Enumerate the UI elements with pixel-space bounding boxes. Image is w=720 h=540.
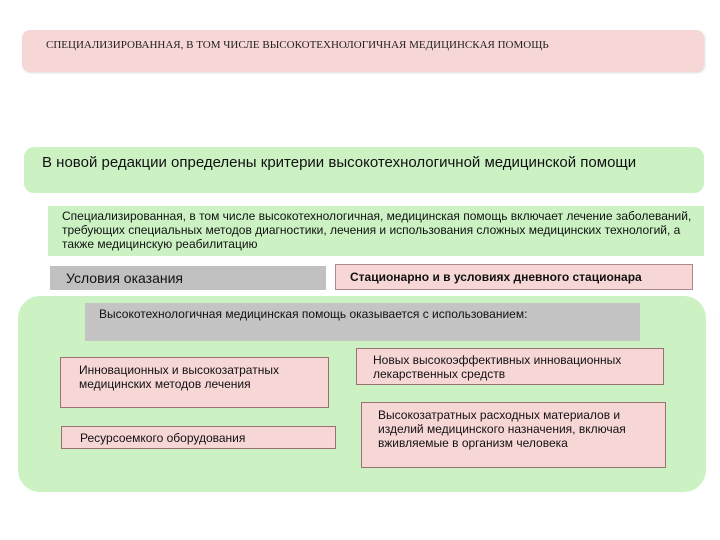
- title-box: [22, 30, 704, 72]
- conditions-label: Условия оказания: [66, 270, 183, 286]
- conditions-value-box: [335, 264, 693, 290]
- materials-text: Высокозатратных расходных материалов и изделий медицинского назначения, включая вживляемые в организм человека: [378, 408, 626, 450]
- equipment-box: [61, 426, 336, 449]
- materials-box: [361, 402, 666, 468]
- conditions-value: Стационарно и в условиях дневного стационара: [350, 270, 642, 284]
- criteria-note-text: В новой редакции определены критерии высокотехнологичной медицинской помощи: [42, 154, 637, 171]
- innovative-methods-text: Инновационных и высокозатратных медицинских методов лечения: [79, 363, 279, 391]
- definition-text: Специализированная, в том числе высокотехнологичная, медицинская помощь включает лечение заболеваний, требующих специальных методов диагностики, лечения и использования сложных медицинских технологий, а также медицинскую реабилитацию: [62, 209, 692, 251]
- innovative-methods-box: [60, 357, 329, 408]
- hightech-intro-box: [85, 303, 640, 341]
- new-drugs-text: Новых высокоэффективных инновационных лекарственных средств: [373, 353, 622, 381]
- hightech-intro-text: Высокотехнологичная медицинская помощь оказывается с использованием:: [99, 307, 528, 321]
- new-drugs-box: [356, 348, 664, 385]
- page-title: СПЕЦИАЛИЗИРОВАННАЯ, В ТОМ ЧИСЛЕ ВЫСОКОТЕХНОЛОГИЧНАЯ МЕДИЦИНСКАЯ ПОМОЩЬ: [46, 39, 549, 51]
- definition-box: [48, 206, 704, 256]
- equipment-text: Ресурсоемкого оборудования: [80, 431, 246, 445]
- criteria-note-box: [24, 147, 704, 193]
- conditions-label-box: [50, 266, 326, 290]
